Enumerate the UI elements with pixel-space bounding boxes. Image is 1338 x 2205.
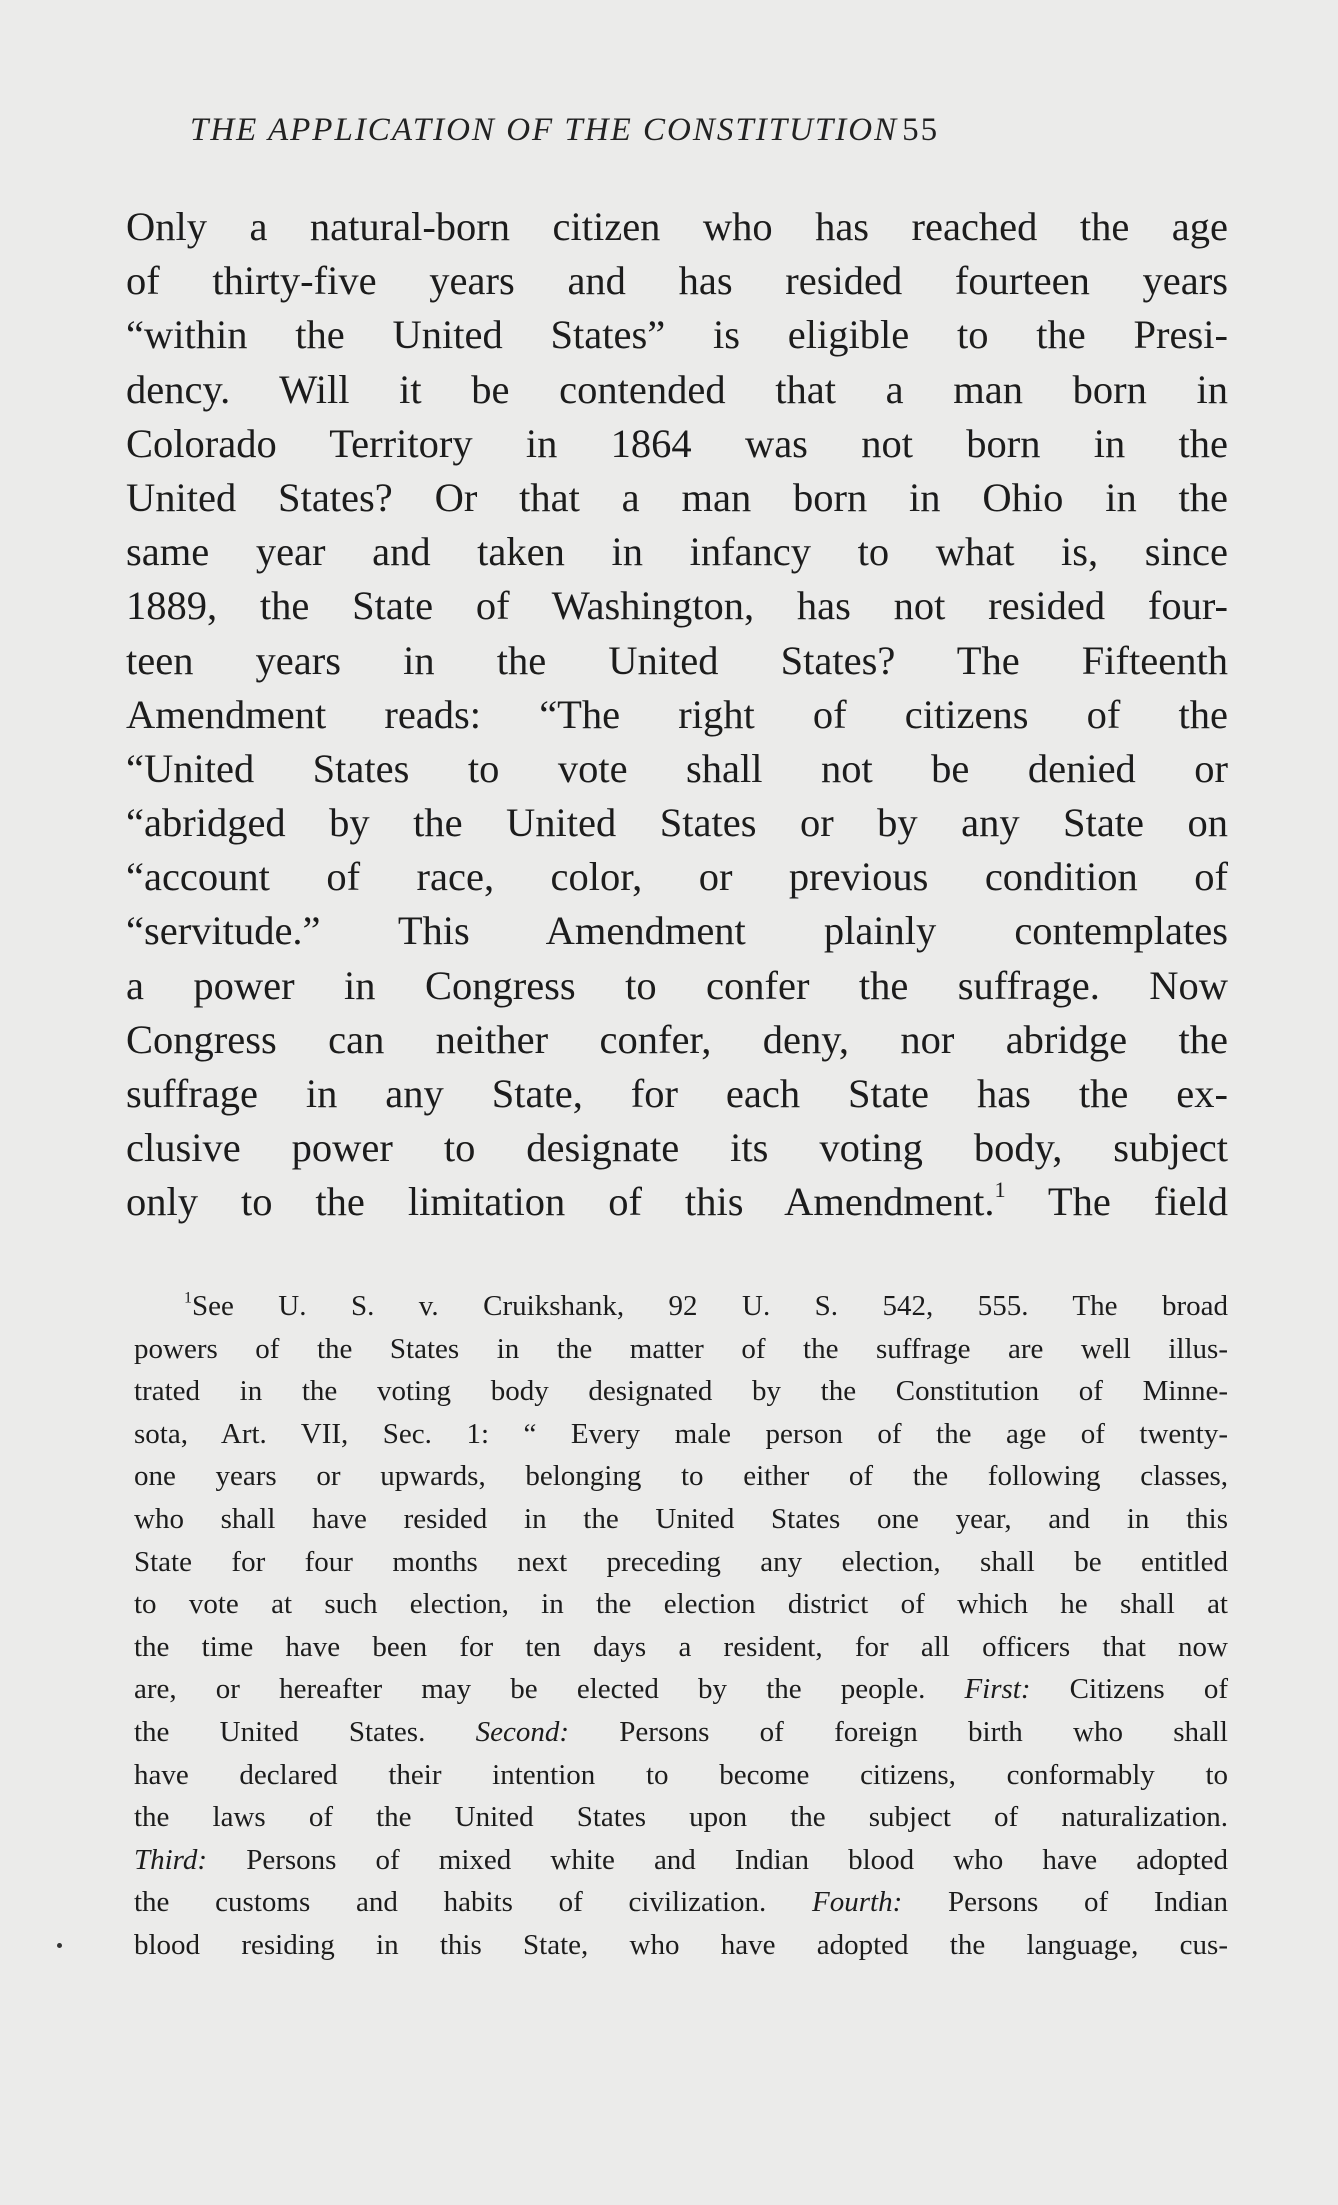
footnote-line: to vote at such election, in the election district of which he shall at: [134, 1588, 1228, 1621]
main-text: [126, 200, 1228, 1230]
footnote-text: Persons of mixed white and Indian blood who have adopted: [246, 1843, 1229, 1876]
footnote-line: the time have been for ten days a resident, for all officers that now: [134, 1630, 1228, 1663]
text-line: suffrage in any State, for each State has the ex-: [126, 1071, 1228, 1116]
footnote-line: trated in the voting body designated by the Constitution of Minne-: [134, 1375, 1228, 1408]
footnote-line: [134, 1285, 1228, 1328]
text-line: “United States to vote shall not be denied or: [126, 745, 1228, 791]
footnote-text: Citizens of: [1069, 1673, 1229, 1706]
footnote-text: the United States.: [134, 1715, 426, 1748]
text-line: Colorado Territory in 1864 was not born in the: [126, 420, 1228, 466]
footnote-line: the laws of the United States upon the subject of naturalization.: [134, 1801, 1228, 1834]
footnote-line: powers of the States in the matter of the suffrage are well illus-: [134, 1332, 1228, 1365]
running-header: [190, 112, 1220, 149]
footnote-line: blood residing in this State, who have adopted the language, cus-: [134, 1928, 1228, 1961]
footnote-text: Persons of foreign birth who shall: [619, 1715, 1228, 1748]
text-line: same year and taken in infancy to what is, since: [126, 529, 1228, 575]
footnote-line: who shall have resided in the United States one year, and in this: [134, 1502, 1228, 1535]
footnote-text: Persons of Indian: [948, 1886, 1229, 1919]
text-line: dency. Will it be contended that a man born in: [126, 366, 1228, 412]
text-line-tail: The field: [1047, 1179, 1228, 1225]
text-line-body: only to the limitation of this Amendment.: [126, 1179, 995, 1225]
label-fourth: Fourth:: [812, 1886, 903, 1919]
text-line: “within the United States” is eligible to the Presi-: [126, 312, 1228, 358]
text-line: “abridged by the United States or by any State on: [126, 800, 1228, 846]
footnote-line: sota, Art. VII, Sec. 1: “ Every male person of the age of twenty-: [134, 1417, 1228, 1450]
footnote-line: [134, 1881, 1228, 1924]
text-line: teen years in the United States? The Fifteenth: [126, 637, 1228, 683]
footnote-marker: 1: [184, 1289, 192, 1307]
footnote: [134, 1285, 1228, 1967]
footnote-text: are, or hereafter may be elected by the people.: [134, 1673, 926, 1706]
text-line: a power in Congress to confer the suffrage. Now: [126, 962, 1228, 1008]
text-line: 1889, the State of Washington, has not resided four-: [126, 583, 1228, 629]
text-line: “servitude.” This Amendment plainly contemplates: [126, 908, 1228, 954]
margin-speck: [57, 1943, 62, 1948]
label-first: First:: [964, 1673, 1031, 1706]
running-title: THE APPLICATION OF THE CONSTITUTION: [190, 112, 899, 148]
label-second: Second:: [475, 1715, 569, 1748]
text-line: Amendment reads: “The right of citizens of the: [126, 691, 1228, 737]
footnote-text: the customs and habits of civilization.: [134, 1886, 767, 1919]
text-line: “account of race, color, or previous condition of: [126, 854, 1228, 900]
footnote-line: [134, 1668, 1228, 1711]
label-third: Third:: [134, 1843, 208, 1876]
text-line: Congress can neither confer, deny, nor abridge the: [126, 1016, 1228, 1062]
text-line: Only a natural-born citizen who has reached the age: [126, 204, 1228, 249]
footnote-line: one years or upwards, belonging to either of the following classes,: [134, 1460, 1228, 1493]
footnote-line: [134, 1839, 1228, 1882]
footnote-line: have declared their intention to become citizens, conformably to: [134, 1758, 1228, 1791]
footnote-line: [134, 1711, 1228, 1754]
footnote-citation: See U. S. v. Cruikshank, 92 U. S. 542, 555. The broad: [191, 1290, 1228, 1322]
text-line: of thirty-five years and has resided fourteen years: [126, 258, 1228, 304]
text-line-last: [126, 1175, 1228, 1229]
footnote-line: State for four months next preceding any election, shall be entitled: [134, 1545, 1228, 1578]
text-line: United States? Or that a man born in Ohio in the: [126, 474, 1228, 520]
page-number: 55: [902, 112, 940, 148]
footnote-reference: 1: [994, 1177, 1006, 1203]
text-line: clusive power to designate its voting body, subject: [126, 1125, 1228, 1171]
